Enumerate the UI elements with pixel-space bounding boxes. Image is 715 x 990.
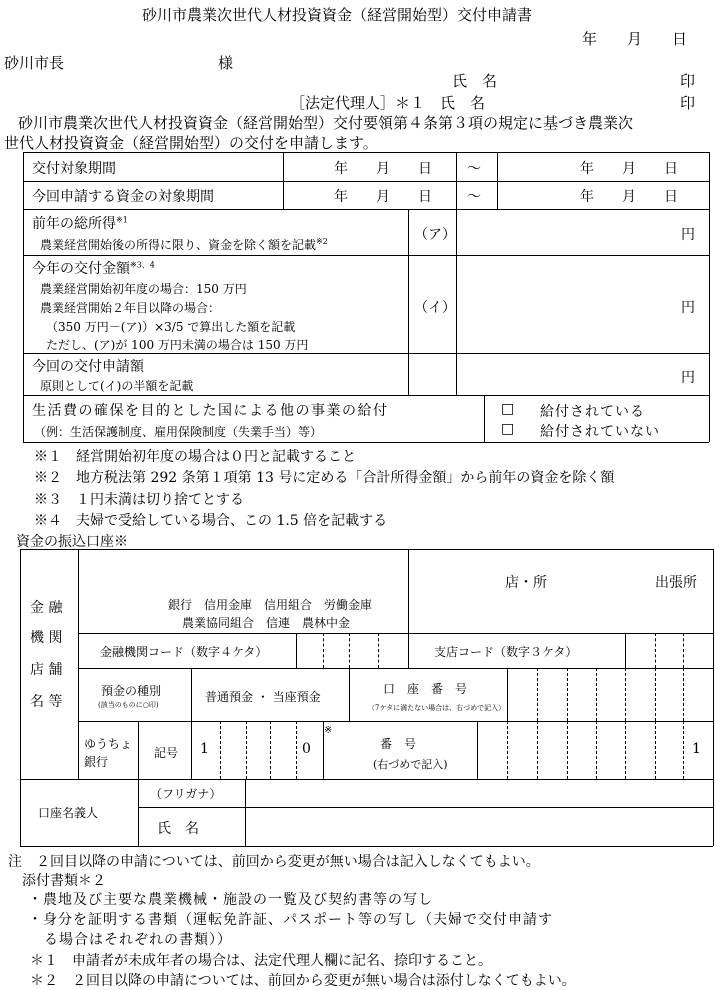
- this-apply-label: 今回の交付申請額: [32, 359, 144, 375]
- this-apply-note: 原則として(イ)の半額を記載: [40, 379, 194, 393]
- footnote-2: ＊２ ２回目以降の申請については、前回から変更が無い場合は添付しなくてもよい。: [30, 973, 576, 989]
- footer-note: 注 ２回目以降の申請については、前回から変更が無い場合は記入しなくてもよい。: [8, 854, 540, 870]
- note-3: ※３ １円未満は切り捨てとする: [34, 492, 244, 508]
- note-4: ※４ 夫婦で受給している場合、この 1.5 倍を記載する: [34, 513, 388, 529]
- inst-label-4: 名 等: [30, 694, 63, 710]
- intro-line-2: 世代人材投資資金（経営開始型）の交付を申請します。: [4, 134, 378, 152]
- inst-label-3: 店 舗: [30, 662, 63, 678]
- applicant-seal: 印: [680, 72, 696, 90]
- holder-label: 口座名義人: [38, 806, 99, 820]
- applicant-name-label: 氏 名: [452, 72, 498, 90]
- kigo-first-digit: 1: [200, 741, 209, 757]
- checkbox-received[interactable]: □: [501, 401, 515, 417]
- note-2: ※２ 地方税法第 292 条第１項第 13 号に定める「合計所得金額」から前年の資金を除く額: [34, 470, 615, 486]
- kigo-label: 記号: [154, 746, 179, 760]
- living-label: 生活費の確保を目的とした国による他の事業の給付: [32, 403, 389, 419]
- attach-item-2a: ・身分を証明する書類（運転免許証、パスポート等の写し（夫婦で交付申請す: [28, 912, 553, 928]
- deposit-type-label: 預金の種別: [101, 684, 162, 698]
- prev-income-yen[interactable]: 円: [681, 227, 695, 243]
- this-year-note-1: 農業経営開始初年度の場合：150 万円: [40, 282, 247, 296]
- inst-types-1: 銀行 信用金庫 信用組合 労働金庫: [168, 598, 373, 612]
- document-title: 砂川市農業次世代人材投資資金（経営開始型）交付申請書: [142, 6, 533, 24]
- current-period-end[interactable]: 年 月 日: [580, 189, 678, 205]
- attach-item-1: ・農地及び主要な農業機械・施設の一覧及び契約書等の写し: [28, 892, 433, 908]
- prev-income-note: 農業経営開始後の所得に限り、資金を除く額を記載$^{※2}$: [40, 237, 328, 252]
- period-tilde: ～: [467, 161, 481, 177]
- current-period-label: 今回申請する資金の対象期間: [32, 189, 214, 205]
- branch-code-label: 支店コード（数字３ケタ）: [434, 645, 578, 659]
- furigana-label: （フリガナ）: [150, 787, 222, 801]
- addressee: 砂川市長: [4, 54, 65, 72]
- prev-income-label: 前年の総所得$^{※1}$: [32, 215, 128, 232]
- note-1: ※１ 経営開始初年度の場合は０円と記載すること: [34, 449, 356, 465]
- bank-heading: 資金の振込口座※: [16, 534, 128, 550]
- footnote-1: ＊１ 申請者が未成年者の場合は、法定代理人欄に記名、捺印すること。: [30, 953, 492, 969]
- addressee-suffix: 様: [218, 54, 234, 72]
- attach-heading: 添付書類＊２: [22, 873, 106, 889]
- current-period-tilde: ～: [467, 189, 481, 205]
- this-year-note-3: （350 万円－(ア)）×3/5 で算出した額を記載: [46, 320, 296, 334]
- inst-code-label: 金融機関コード（数字４ケタ）: [100, 645, 268, 659]
- kigo-zero-digit: 0: [302, 741, 311, 757]
- yucho-label-1: ゆうちょ: [84, 737, 133, 751]
- branch-type-store: 店・所: [505, 575, 547, 591]
- deposit-types[interactable]: 普通預金 ・ 当座預金: [205, 690, 321, 704]
- living-note: （例：生活保護制度、雇用保険制度（失業手当）等）: [34, 425, 323, 439]
- legal-rep-label: ［法定代理人］＊１ 氏 名: [290, 94, 486, 112]
- opt-received: 給付されている: [540, 404, 645, 420]
- this-year-yen[interactable]: 円: [681, 300, 695, 316]
- holder-name-label: 氏 名: [157, 821, 199, 837]
- account-no-label: 口 座 番 号: [383, 682, 468, 696]
- period-label: 交付対象期間: [32, 161, 116, 177]
- inst-label-1: 金 融: [30, 600, 63, 616]
- kigo-asterisk: ※: [324, 725, 333, 736]
- date-line: 年 月 日: [582, 30, 688, 48]
- deposit-type-sub: (該当のものに○印): [98, 701, 159, 709]
- branch-type-office: 出張所: [655, 575, 697, 591]
- opt-not-received: 給付されていない: [540, 424, 660, 440]
- bango-label: 番 号: [380, 737, 417, 751]
- legal-rep-seal: 印: [680, 94, 696, 112]
- checkbox-not-received[interactable]: □: [501, 421, 515, 437]
- mark-a: （ア）: [414, 227, 456, 243]
- this-year-note-4: ただし、(ア)が 100 万円未満の場合は 150 万円: [46, 338, 309, 352]
- mark-i: （イ）: [414, 300, 456, 316]
- period-end[interactable]: 年 月 日: [580, 161, 678, 177]
- inst-label-2: 機 関: [30, 630, 63, 646]
- attach-item-2b: る場合はそれぞれの書類））: [44, 932, 232, 948]
- current-period-start[interactable]: 年 月 日: [334, 189, 432, 205]
- this-apply-yen[interactable]: 円: [681, 370, 695, 386]
- this-year-note-2: 農業経営開始２年目以降の場合：: [40, 301, 221, 315]
- bango-sub: (右づめで記入): [373, 758, 448, 771]
- period-start[interactable]: 年 月 日: [334, 161, 432, 177]
- inst-types-2: 農業協同組合 信連 農林中金: [182, 616, 351, 630]
- account-no-sub: （7ケタに満たない場合は、右づめで記入）: [368, 704, 506, 712]
- this-year-label: 今年の交付金額$^{※3、4}$: [32, 260, 155, 277]
- yucho-label-2: 銀行: [84, 755, 109, 769]
- bango-last-digit: 1: [692, 741, 701, 757]
- intro-line-1: 砂川市農業次世代人材投資資金（経営開始型）交付要領第４条第３項の規定に基づき農業次: [18, 114, 634, 132]
